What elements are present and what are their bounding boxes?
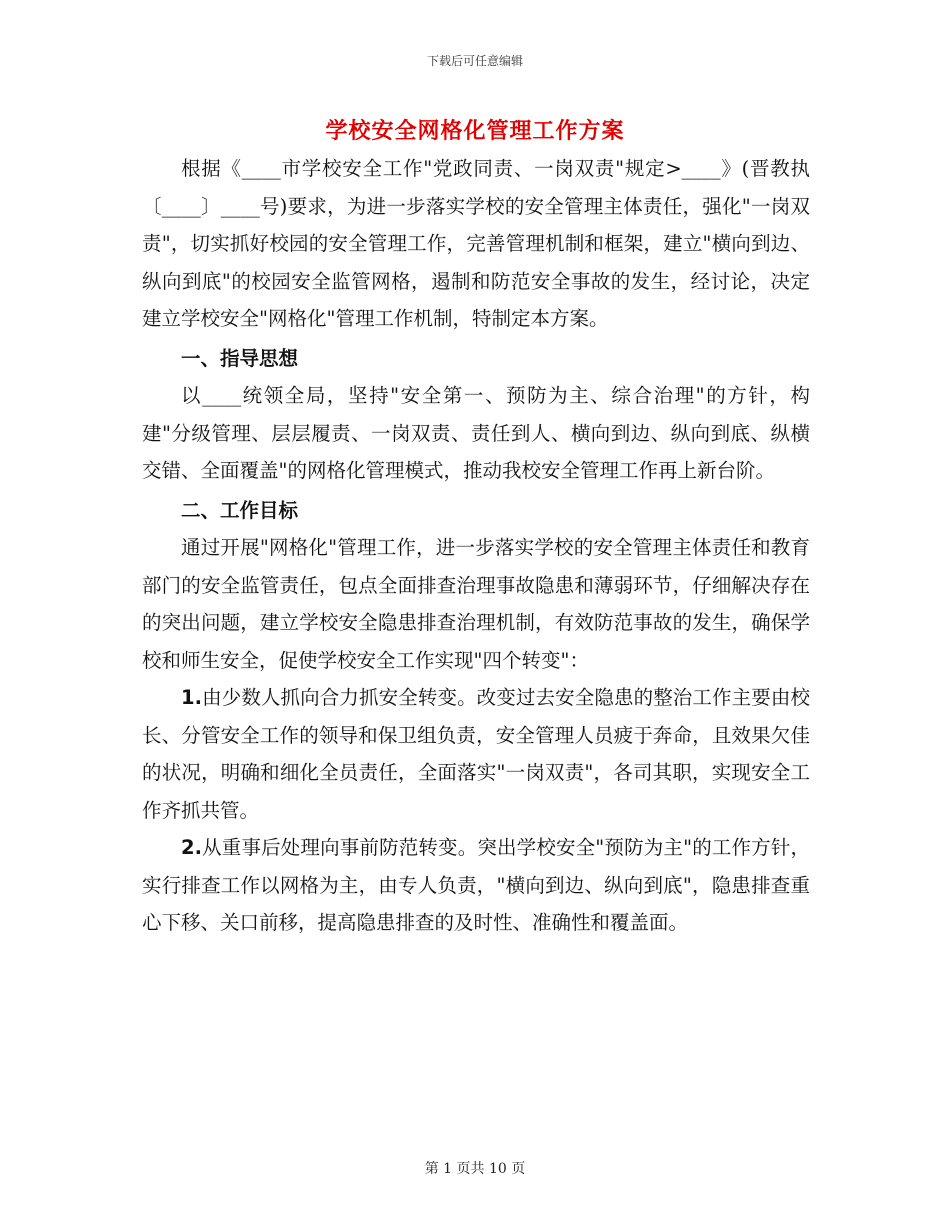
section-heading-work-goals: 二、工作目标 <box>181 498 299 522</box>
document-body <box>142 150 810 942</box>
list-item-2-text: 从重事后处理向事前防范转变。突出学校安全"预防为主"的工作方针，实行排查工作以网格为主，由专人负责，"横向到边、纵向到底"，隐患排查重心下移、关口前移，提高隐患排查的及时性、准确性和覆盖面。 <box>142 836 810 934</box>
guiding-ideology-paragraph: 以____统领全局，坚持"安全第一、预防为主、综合治理"的方针，构建"分级管理、层层履责、一岗双责、责任到人、横向到边、纵向到底、纵横交错、全面覆盖"的网格化管理模式，推动我校安全管理工作再上新台阶。 <box>142 384 810 482</box>
work-goals-paragraph: 通过开展"网格化"管理工作，进一步落实学校的安全管理主体责任和教育部门的安全监管责任，包点全面排查治理事故隐患和薄弱环节，仔细解决存在的突出问题，建立学校安全隐患排查治理机制，有效防范事故的发生，确保学校和师生安全，促使学校安全工作实现"四个转变"： <box>142 536 810 672</box>
page-footer: 第 1 页共 10 页 <box>424 1161 526 1177</box>
page-header: 下载后可任意编辑 <box>426 54 523 68</box>
list-item-1 <box>142 679 810 829</box>
list-item-2-number: 2. <box>181 836 202 859</box>
list-item-1-number: 1. <box>181 686 202 709</box>
list-item-2 <box>142 829 810 942</box>
intro-paragraph: 根据《____市学校安全工作"党政同责、一岗双责"规定>____》(晋教执〔____〕____号)要求，为进一步落实学校的安全管理主体责任，强化"一岗双责"，切实抓好校园的安全管理工作，完善管理机制和框架，建立"横向到边、纵向到底"的校园安全监管网格，遏制和防范安全事故的发生，经讨论，决定建立学校安全"网格化"管理工作机制，特制定本方案。 <box>142 157 810 330</box>
document-title: 学校安全网格化管理工作方案 <box>325 118 625 144</box>
section-heading-guiding-ideology: 一、指导思想 <box>181 346 299 370</box>
list-item-1-text: 由少数人抓向合力抓安全转变。改变过去安全隐患的整治工作主要由校长、分管安全工作的领导和保卫组负责，安全管理人员疲于奔命，且效果欠佳的状况，明确和细化全员责任，全面落实"一岗双责"，各司其职，实现安全工作齐抓共管。 <box>142 686 810 822</box>
